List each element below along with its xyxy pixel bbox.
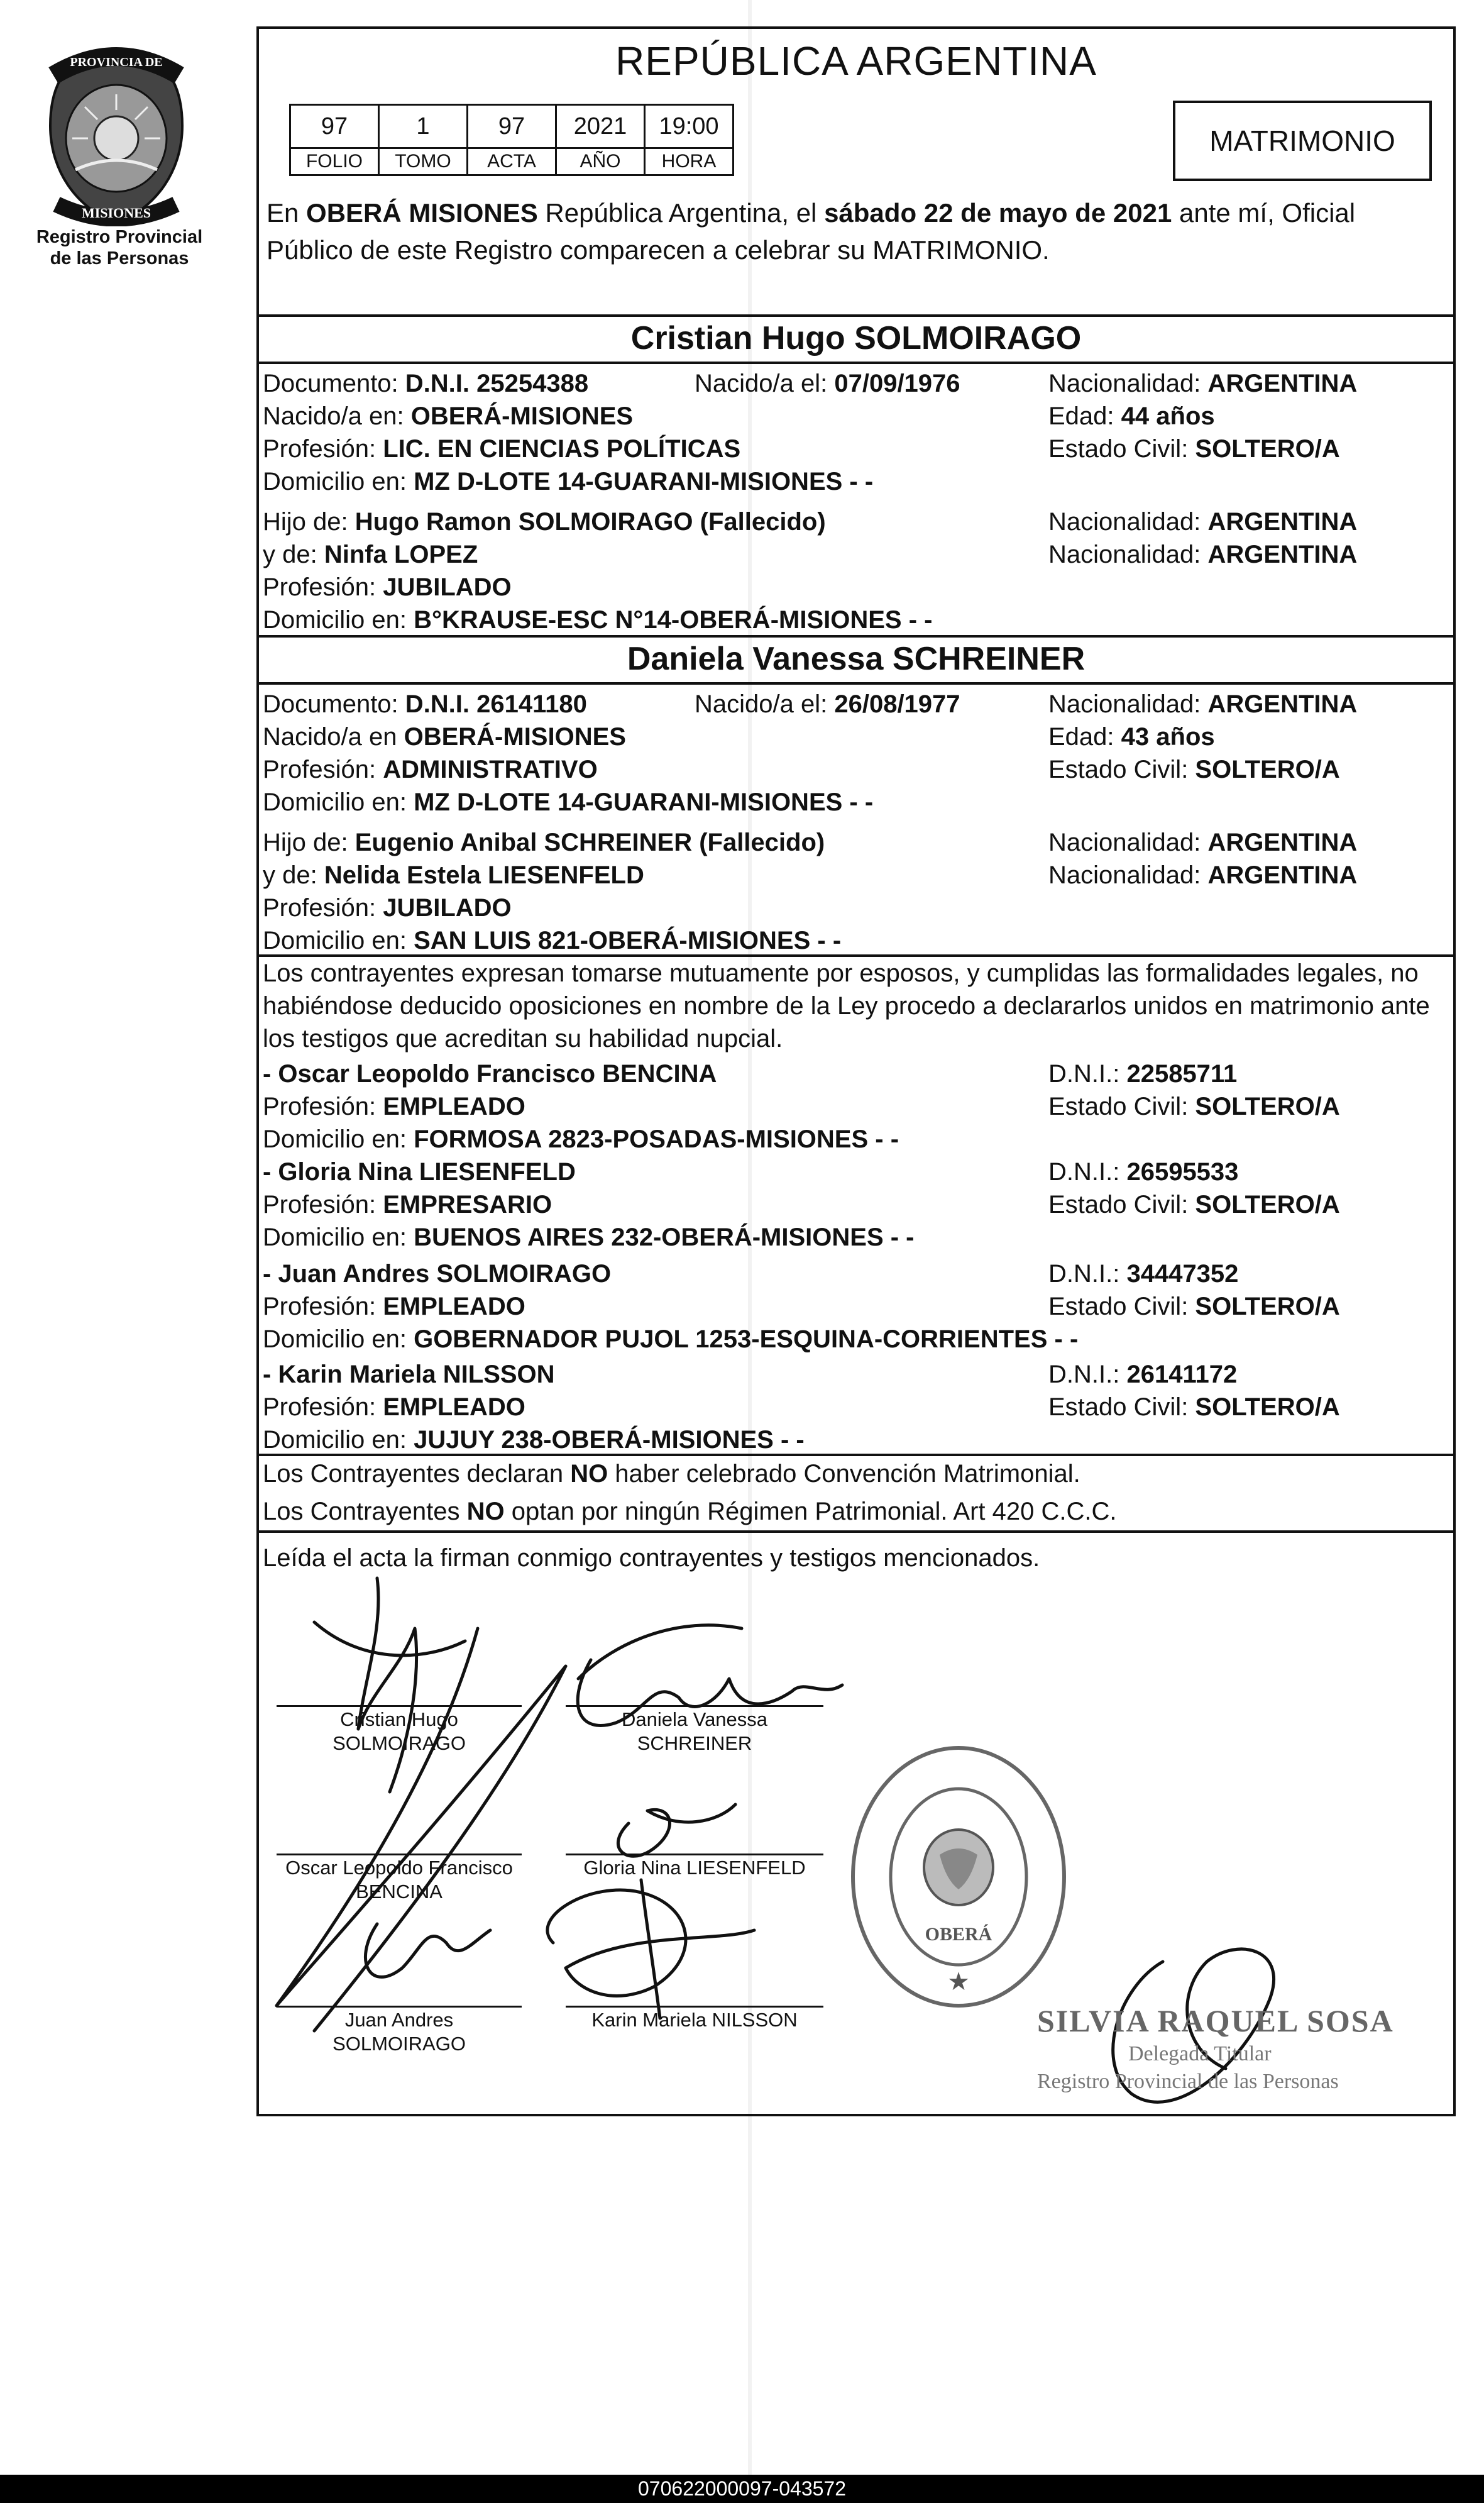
value: D.N.I. 26141180: [405, 690, 587, 718]
label: Domicilio en:: [263, 1224, 414, 1251]
caption-line: Daniela Vanessa: [621, 1708, 768, 1730]
divider: [256, 635, 1456, 638]
document-code: 070622000097-043572: [0, 2475, 1484, 2503]
party1-name: Cristian Hugo SOLMOIRAGO: [630, 320, 1082, 356]
label: Profesión:: [263, 1293, 383, 1320]
value: MZ D-LOTE 14-GUARANI-MISIONES - -: [414, 468, 874, 495]
value: EMPLEADO: [383, 1293, 525, 1320]
value: 43 años: [1121, 723, 1215, 751]
caption-line: Cristian Hugo: [340, 1708, 458, 1730]
party2-parent-profession: [263, 892, 512, 924]
party2-parent-address: [263, 924, 841, 957]
party2-father: [263, 826, 825, 859]
value: ARGENTINA: [1207, 541, 1358, 568]
witness3-address: [263, 1323, 1078, 1356]
caption-line: Karin Mariela NILSSON: [591, 2009, 798, 2031]
declaration-line1: Los contrayentes expresan tomarse mutuamente por esposos, y cumplidas las formalidades legales, no: [263, 959, 1419, 987]
convention-line: [263, 1457, 1080, 1490]
divider: [256, 362, 1456, 364]
value: ARGENTINA: [1207, 690, 1358, 718]
no-emphasis: NO: [570, 1460, 608, 1488]
caption-line: BENCINA: [356, 1881, 442, 1903]
label: Nacionalidad:: [1048, 541, 1208, 568]
witness4-address: [263, 1423, 805, 1456]
witness2-address: [263, 1221, 914, 1254]
party1-father: [263, 506, 826, 538]
label: Documento:: [263, 690, 405, 718]
witness1-name: - Oscar Leopoldo Francisco BENCINA: [263, 1060, 717, 1088]
label: Profesión:: [263, 1191, 383, 1218]
logo-caption-line1: Registro Provincial: [36, 227, 203, 247]
party2-mother: [263, 859, 644, 892]
caption-line: Juan Andres: [344, 2009, 454, 2031]
label: y de:: [263, 861, 324, 889]
value: 34447352: [1126, 1260, 1239, 1288]
label: Edad:: [1048, 723, 1121, 751]
party1-birthdate: [695, 367, 960, 400]
party2-document: [263, 688, 587, 721]
text: optan por ningún Régimen Patrimonial. Art 420 C.C.C.: [504, 1498, 1117, 1525]
value: 26141172: [1126, 1361, 1238, 1388]
hora-value: 19:00: [645, 105, 734, 148]
label: Nacionalidad:: [1048, 508, 1208, 536]
witness2-civil-status: [1048, 1188, 1340, 1221]
value: ADMINISTRATIVO: [383, 756, 598, 783]
label: Profesión:: [263, 573, 383, 601]
value: ARGENTINA: [1207, 861, 1358, 889]
value: FORMOSA 2823-POSADAS-MISIONES - -: [414, 1125, 899, 1153]
divider: [256, 1530, 1456, 1533]
logo-caption-line2: de las Personas: [50, 248, 189, 268]
caption-line: SCHREINER: [637, 1732, 752, 1754]
signature-stroke: [618, 1804, 735, 1856]
label: Domicilio en:: [263, 606, 414, 634]
party1-father-nationality: [1048, 506, 1357, 538]
label: Profesión:: [263, 435, 383, 463]
label: Documento:: [263, 370, 405, 397]
value: EMPRESARIO: [383, 1191, 552, 1218]
value: Ninfa LOPEZ: [324, 541, 478, 568]
acta-value: 97: [468, 105, 556, 148]
label: Nacido/a en: [263, 723, 404, 751]
value: BUENOS AIRES 232-OBERÁ-MISIONES - -: [414, 1224, 915, 1251]
value: SOLTERO/A: [1195, 435, 1340, 463]
intro-date: sábado 22 de mayo de 2021: [824, 198, 1172, 228]
witness4-dni: [1048, 1358, 1237, 1391]
value: 26595533: [1126, 1158, 1239, 1186]
value: 26/08/1977: [834, 690, 960, 718]
label: D.N.I.:: [1048, 1260, 1127, 1288]
party1-parent-address: [263, 604, 932, 636]
registry-table: [289, 104, 734, 176]
label: Domicilio en:: [263, 1325, 414, 1353]
witness1-civil-status: [1048, 1090, 1340, 1123]
label: Nacido/a en:: [263, 402, 411, 430]
intro-city: OBERÁ MISIONES: [306, 198, 538, 228]
value: SOLTERO/A: [1195, 1393, 1340, 1421]
party2-name: Daniela Vanessa SCHREINER: [627, 641, 1086, 677]
province-shield-icon: [31, 44, 201, 226]
party2-birthdate: [695, 688, 960, 721]
label: Profesión:: [263, 1093, 383, 1120]
label: Profesión:: [263, 894, 383, 922]
label: Nacido/a el:: [695, 690, 835, 718]
label: Nacionalidad:: [1048, 861, 1208, 889]
witness3-name: - Juan Andres SOLMOIRAGO: [263, 1260, 612, 1288]
party1-profession: [263, 433, 740, 465]
reading-statement: Leída el acta la firman conmigo contrayentes y testigos mencionados.: [263, 1544, 1040, 1572]
declaration-line3: los testigos que acreditan su habilidad nupcial.: [263, 1025, 783, 1053]
act-type-box: MATRIMONIO: [1173, 101, 1432, 181]
signature-stroke: [277, 1628, 566, 2031]
value: EMPLEADO: [383, 1093, 525, 1120]
intro-text-b: República Argentina, el: [537, 198, 825, 228]
value: OBERÁ-MISIONES: [410, 402, 634, 430]
official-title: Delegada Titular: [1128, 2042, 1272, 2065]
label: Nacido/a el:: [695, 370, 835, 397]
acta-label: ACTA: [468, 148, 556, 175]
svg-text:★: ★: [947, 1967, 970, 1996]
value: Nelida Estela LIESENFELD: [324, 861, 644, 889]
party1-mother-nationality: [1048, 538, 1357, 571]
label: Estado Civil:: [1048, 435, 1195, 463]
regime-line: [263, 1495, 1117, 1528]
logo-caption: [25, 226, 214, 269]
text: Los Contrayentes declaran: [263, 1460, 571, 1488]
text: haber celebrado Convención Matrimonial.: [608, 1460, 1080, 1488]
value: 07/09/1976: [834, 370, 960, 397]
province-logo: [31, 44, 201, 226]
witness3-dni: [1048, 1257, 1238, 1290]
divider: [256, 1454, 1456, 1456]
party2-age: [1048, 721, 1215, 753]
signature-stroke: [641, 1880, 660, 2018]
value: LIC. EN CIENCIAS POLÍTICAS: [383, 435, 741, 463]
value: EMPLEADO: [383, 1393, 525, 1421]
caption-line: SOLMOIRAGO: [333, 2033, 466, 2055]
no-emphasis: NO: [466, 1498, 505, 1525]
label: Estado Civil:: [1048, 1191, 1195, 1218]
party2-nationality: [1048, 688, 1357, 721]
signature-stroke: [365, 1924, 490, 1977]
tomo-label: TOMO: [379, 148, 468, 175]
intro-line2: Público de este Registro comparecen a celebrar su MATRIMONIO.: [267, 235, 1050, 265]
party1-civil-status: [1048, 433, 1340, 465]
value: Hugo Ramon SOLMOIRAGO (Fallecido): [355, 508, 826, 536]
value: JUJUY 238-OBERÁ-MISIONES - -: [414, 1426, 805, 1454]
seal-city: OBERÁ: [925, 1924, 992, 1945]
party1-nationality: [1048, 367, 1357, 400]
value: SOLTERO/A: [1195, 1293, 1340, 1320]
party1-birthplace: [263, 400, 633, 433]
signature-stroke: [358, 1578, 417, 1792]
signature-stroke: [578, 1625, 742, 1679]
label: Domicilio en:: [263, 927, 414, 954]
label: Nacionalidad:: [1048, 370, 1208, 397]
page-title: REPÚBLICA ARGENTINA: [615, 38, 1097, 84]
anio-label: AÑO: [556, 148, 645, 175]
value: JUBILADO: [383, 894, 512, 922]
official-name: SILVIA RAQUEL SOSA: [1037, 2003, 1394, 2038]
value: 44 años: [1121, 402, 1215, 430]
declaration-line2: habiéndose deducido oposiciones en nombre de la Ley procedo a declararlos unidos en matrimonio ante: [263, 992, 1430, 1020]
value: ARGENTINA: [1207, 370, 1358, 397]
handwritten-signatures: [239, 1553, 930, 2069]
party2-address: [263, 786, 873, 819]
value: MZ D-LOTE 14-GUARANI-MISIONES - -: [414, 788, 874, 816]
label: D.N.I.:: [1048, 1158, 1127, 1186]
label: Edad:: [1048, 402, 1121, 430]
party2-mother-nationality: [1048, 859, 1357, 892]
label: Hijo de:: [263, 508, 355, 536]
divider: [256, 314, 1456, 317]
party1-age: [1048, 400, 1215, 433]
signature-stroke: [314, 1622, 465, 1655]
label: Estado Civil:: [1048, 756, 1195, 783]
label: Profesión:: [263, 1393, 383, 1421]
witness4-civil-status: [1048, 1391, 1340, 1423]
text: Los Contrayentes: [263, 1498, 467, 1525]
label: D.N.I.:: [1048, 1361, 1127, 1388]
label: Hijo de:: [263, 829, 355, 856]
value: SOLTERO/A: [1195, 1191, 1340, 1218]
label: Nacionalidad:: [1048, 829, 1208, 856]
intro-text-a: En: [267, 198, 307, 228]
value: ARGENTINA: [1207, 508, 1358, 536]
witness2-profession: [263, 1188, 552, 1221]
value: SOLTERO/A: [1195, 756, 1340, 783]
registry-seal-icon: [845, 1742, 1072, 2012]
value: ARGENTINA: [1207, 829, 1358, 856]
anio-value: 2021: [556, 105, 645, 148]
witness4-name: - Karin Mariela NILSSON: [263, 1361, 555, 1388]
label: Domicilio en:: [263, 1426, 414, 1454]
label: y de:: [263, 541, 324, 568]
label: Estado Civil:: [1048, 1393, 1195, 1421]
intro-text-c: ante mí, Oficial: [1172, 198, 1356, 228]
party1-address: [263, 465, 873, 498]
value: SOLTERO/A: [1195, 1093, 1340, 1120]
intro-line1: [267, 197, 1355, 229]
logo-bottom-text: MISIONES: [81, 205, 151, 221]
party2-profession: [263, 753, 598, 786]
caption-line: Oscar Leopoldo Francisco: [285, 1857, 513, 1879]
value: B°KRAUSE-ESC N°14-OBERÁ-MISIONES - -: [414, 606, 933, 634]
caption-line: Gloria Nina LIESENFELD: [583, 1857, 806, 1879]
label: Domicilio en:: [263, 788, 414, 816]
label: Estado Civil:: [1048, 1093, 1195, 1120]
witness1-profession: [263, 1090, 525, 1123]
folio-label: FOLIO: [290, 148, 379, 175]
hora-label: HORA: [645, 148, 734, 175]
value: SAN LUIS 821-OBERÁ-MISIONES - -: [414, 927, 842, 954]
caption-line: SOLMOIRAGO: [333, 1732, 466, 1754]
value: Eugenio Anibal SCHREINER (Fallecido): [355, 829, 825, 856]
value: 22585711: [1126, 1060, 1238, 1088]
signature-stroke: [578, 1660, 842, 1725]
value: OBERÁ-MISIONES: [404, 723, 626, 751]
witness3-civil-status: [1048, 1290, 1340, 1323]
witness2-name: - Gloria Nina LIESENFELD: [263, 1158, 576, 1186]
label: Nacionalidad:: [1048, 690, 1208, 718]
label: D.N.I.:: [1048, 1060, 1127, 1088]
tomo-value: 1: [379, 105, 468, 148]
party1-document: [263, 367, 588, 400]
label: Estado Civil:: [1048, 1293, 1195, 1320]
divider: [256, 682, 1456, 685]
label: Domicilio en:: [263, 468, 414, 495]
party2-civil-status: [1048, 753, 1340, 786]
witness1-dni: [1048, 1058, 1237, 1090]
party2-father-nationality: [1048, 826, 1357, 859]
witness2-dni: [1048, 1156, 1238, 1188]
folio-value: 97: [290, 105, 379, 148]
logo-top-text: PROVINCIA DE: [70, 55, 163, 69]
label: Profesión:: [263, 756, 383, 783]
witness1-address: [263, 1123, 899, 1156]
party1-parent-profession: [263, 571, 512, 604]
label: Domicilio en:: [263, 1125, 414, 1153]
party1-mother: [263, 538, 478, 571]
value: GOBERNADOR PUJOL 1253-ESQUINA-CORRIENTES - -: [414, 1325, 1079, 1353]
value: JUBILADO: [383, 573, 512, 601]
party2-birthplace: [263, 721, 626, 753]
witness3-profession: [263, 1290, 525, 1323]
witness4-profession: [263, 1391, 525, 1423]
official-office: Registro Provincial de las Personas: [1037, 2070, 1339, 2093]
value: D.N.I. 25254388: [405, 370, 589, 397]
